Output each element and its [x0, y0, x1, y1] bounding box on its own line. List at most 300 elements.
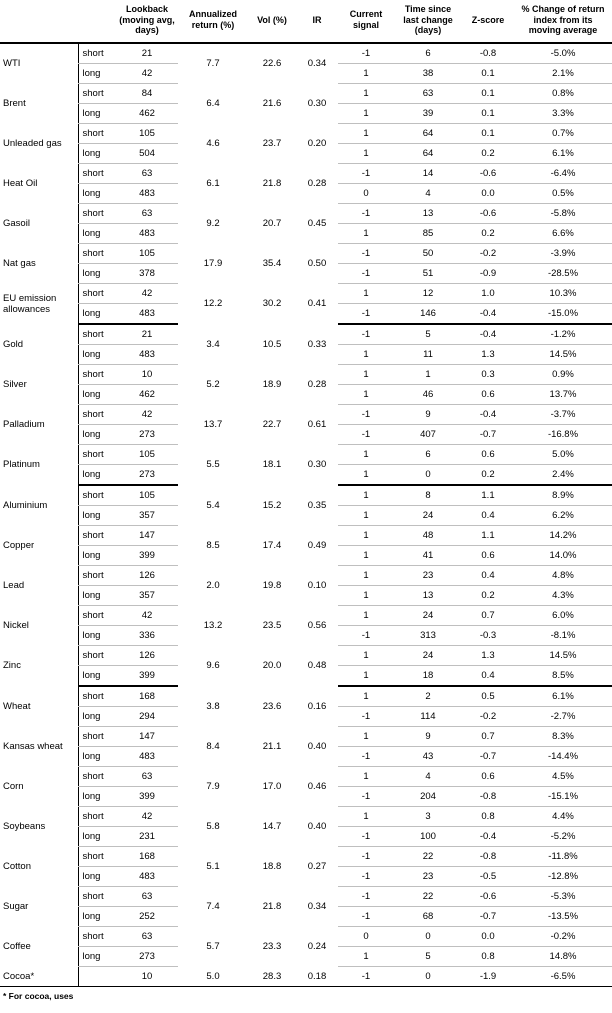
row-time-since-change: 22: [394, 846, 462, 866]
table-row: [0, 886, 612, 906]
row-current-signal: -1: [338, 203, 394, 223]
row-instrument-name: Soybeans: [3, 820, 46, 832]
row-time-since-change: 1: [394, 364, 462, 384]
row-vol: 18.9: [262, 378, 282, 390]
table-row: [0, 766, 612, 786]
row-vol: 23.6: [262, 700, 282, 712]
row-current-signal: 1: [338, 83, 394, 103]
row-z-score: 0.2: [462, 585, 514, 605]
row-term-label: long: [78, 384, 116, 404]
row-z-score: 1.0: [462, 283, 514, 303]
row-term-label: short: [78, 203, 116, 223]
row-current-signal: 1: [338, 726, 394, 746]
table-row: [0, 645, 612, 665]
table-row: [0, 283, 612, 303]
row-ir: 0.56: [307, 619, 327, 631]
row-vol: 21.8: [262, 177, 282, 189]
row-ir: 0.61: [307, 418, 327, 430]
row-ir: 0.20: [307, 137, 327, 149]
row-lookback: 336: [116, 625, 178, 645]
row-z-score: -0.6: [462, 886, 514, 906]
row-pct-change: -15.0%: [514, 303, 612, 324]
row-ir: 0.27: [307, 860, 327, 872]
row-pct-change: 8.9%: [514, 485, 612, 506]
row-term-label: long: [78, 866, 116, 886]
row-term-label: long: [78, 303, 116, 324]
header-ir: IR: [296, 0, 338, 43]
row-pct-change: -5.8%: [514, 203, 612, 223]
row-z-score: 1.1: [462, 485, 514, 506]
row-z-score: -0.8: [462, 786, 514, 806]
row-term-label: long: [78, 103, 116, 123]
row-current-signal: -1: [338, 786, 394, 806]
row-z-score: -0.7: [462, 906, 514, 926]
row-z-score: -0.6: [462, 163, 514, 183]
row-time-since-change: 43: [394, 746, 462, 766]
row-term-label: short: [78, 766, 116, 786]
row-annualized-return: 7.7: [206, 58, 220, 70]
row-term-label: short: [78, 846, 116, 866]
row-annualized-return: 5.1: [206, 860, 220, 872]
row-current-signal: 1: [338, 505, 394, 525]
row-term-label: short: [78, 605, 116, 625]
row-time-since-change: 8: [394, 485, 462, 506]
row-lookback: 147: [116, 726, 178, 746]
row-ir: 0.34: [307, 58, 327, 70]
row-ir: 0.10: [307, 579, 327, 591]
row-pct-change: 0.5%: [514, 183, 612, 203]
row-z-score: 0.8: [462, 806, 514, 826]
row-instrument-name: Cotton: [3, 860, 31, 872]
row-z-score: -0.8: [462, 846, 514, 866]
row-z-score: 0.2: [462, 223, 514, 243]
row-vol: 20.7: [262, 217, 282, 229]
row-ir: 0.41: [307, 298, 327, 310]
row-z-score: -0.8: [462, 43, 514, 64]
row-term-label: long: [78, 746, 116, 766]
row-time-since-change: 50: [394, 243, 462, 263]
row-z-score: 0.2: [462, 464, 514, 485]
row-z-score: 0.6: [462, 545, 514, 565]
row-z-score: -0.7: [462, 746, 514, 766]
row-z-score: 0.8: [462, 946, 514, 966]
row-lookback: 273: [116, 424, 178, 444]
row-z-score: 1.1: [462, 525, 514, 545]
row-pct-change: -12.8%: [514, 866, 612, 886]
table-row: [0, 243, 612, 263]
row-vol: 21.8: [262, 900, 282, 912]
row-instrument-name: Nat gas: [3, 257, 36, 269]
row-term-label: short: [78, 43, 116, 64]
row-time-since-change: 407: [394, 424, 462, 444]
row-current-signal: 1: [338, 283, 394, 303]
row-time-since-change: 2: [394, 686, 462, 707]
row-z-score: 0.1: [462, 63, 514, 83]
row-time-since-change: 24: [394, 645, 462, 665]
row-vol: 19.8: [262, 579, 282, 591]
row-ir: 0.16: [307, 700, 327, 712]
row-instrument-name: Copper: [3, 539, 35, 551]
table-row: [0, 966, 612, 986]
row-instrument-name: Aluminium: [3, 499, 48, 511]
row-lookback: 483: [116, 866, 178, 886]
row-pct-change: -5.0%: [514, 43, 612, 64]
row-term-label: short: [78, 686, 116, 707]
row-vol: 22.7: [262, 418, 282, 430]
row-term-label: long: [78, 263, 116, 283]
row-time-since-change: 114: [394, 706, 462, 726]
row-vol: 23.3: [262, 940, 282, 952]
row-current-signal: -1: [338, 404, 394, 424]
row-lookback: 63: [116, 163, 178, 183]
row-instrument-name: Cocoa*: [0, 966, 78, 986]
row-term-label: long: [78, 143, 116, 163]
row-instrument-name: Kansas wheat: [3, 740, 63, 752]
row-z-score: 0.0: [462, 926, 514, 946]
table-row: [0, 686, 612, 707]
row-z-score: 0.6: [462, 444, 514, 464]
row-lookback: 483: [116, 746, 178, 766]
row-lookback: 105: [116, 123, 178, 143]
row-time-since-change: 23: [394, 565, 462, 585]
row-pct-change: 6.6%: [514, 223, 612, 243]
row-time-since-change: 48: [394, 525, 462, 545]
row-pct-change: 4.8%: [514, 565, 612, 585]
row-time-since-change: 18: [394, 665, 462, 686]
row-term-label: short: [78, 485, 116, 506]
row-instrument-name: Unleaded gas: [3, 137, 62, 149]
row-pct-change: 14.2%: [514, 525, 612, 545]
row-ir: 0.49: [307, 539, 327, 551]
row-pct-change: 0.8%: [514, 83, 612, 103]
row-current-signal: 1: [338, 143, 394, 163]
row-annualized-return: 2.0: [206, 579, 220, 591]
row-vol: 23.7: [262, 137, 282, 149]
row-pct-change: 4.4%: [514, 806, 612, 826]
table-row: [0, 364, 612, 384]
row-pct-change: -13.5%: [514, 906, 612, 926]
row-current-signal: 1: [338, 364, 394, 384]
row-lookback: 483: [116, 223, 178, 243]
row-current-signal: 1: [338, 645, 394, 665]
row-lookback: 126: [116, 645, 178, 665]
row-z-score: 1.3: [462, 344, 514, 364]
row-lookback: 105: [116, 485, 178, 506]
row-time-since-change: 68: [394, 906, 462, 926]
row-pct-change: 14.5%: [514, 344, 612, 364]
row-vol: 17.0: [262, 780, 282, 792]
row-pct-change: 2.1%: [514, 63, 612, 83]
table-row: [0, 846, 612, 866]
header-pct-change: % Change of return index from its moving average: [514, 0, 612, 43]
row-annualized-return: 5.4: [206, 499, 220, 511]
row-annualized-return: 4.6: [206, 137, 220, 149]
row-lookback: 63: [116, 766, 178, 786]
row-lookback: 63: [116, 926, 178, 946]
row-current-signal: 0: [338, 183, 394, 203]
row-current-signal: -1: [338, 43, 394, 64]
row-time-since-change: 39: [394, 103, 462, 123]
row-pct-change: -2.7%: [514, 706, 612, 726]
row-lookback: 504: [116, 143, 178, 163]
row-pct-change: 8.3%: [514, 726, 612, 746]
row-term-label: long: [78, 545, 116, 565]
row-current-signal: -1: [338, 263, 394, 283]
row-instrument-name: Gasoil: [3, 217, 30, 229]
row-ir: 0.40: [307, 740, 327, 752]
row-lookback: 84: [116, 83, 178, 103]
header-time-since-last-change: Time since last change (days): [394, 0, 462, 43]
row-annualized-return: 3.8: [206, 700, 220, 712]
row-term-label: long: [78, 786, 116, 806]
row-z-score: 0.1: [462, 123, 514, 143]
row-time-since-change: 63: [394, 83, 462, 103]
row-time-since-change: 0: [394, 464, 462, 485]
row-term-label: long: [78, 665, 116, 686]
row-time-since-change: 24: [394, 505, 462, 525]
row-z-score: -0.3: [462, 625, 514, 645]
row-pct-change: -6.4%: [514, 163, 612, 183]
row-time-since-change: 6: [394, 43, 462, 64]
row-term-label: long: [78, 223, 116, 243]
row-time-since-change: 9: [394, 726, 462, 746]
row-term-label: long: [78, 625, 116, 645]
row-time-since-change: 313: [394, 625, 462, 645]
row-annualized-return: 5.2: [206, 378, 220, 390]
row-ir: 0.30: [307, 97, 327, 109]
row-current-signal: -1: [338, 826, 394, 846]
footnote: * For cocoa, uses: [3, 990, 74, 1001]
row-term-label: long: [78, 344, 116, 364]
row-ir: 0.46: [307, 780, 327, 792]
row-term-label: [78, 966, 116, 986]
row-current-signal: -1: [338, 324, 394, 345]
row-lookback: 483: [116, 344, 178, 364]
row-current-signal: 1: [338, 444, 394, 464]
row-z-score: 0.1: [462, 83, 514, 103]
row-lookback: 483: [116, 183, 178, 203]
row-annualized-return: 6.1: [206, 177, 220, 189]
row-pct-change: 10.3%: [514, 283, 612, 303]
row-vol: 21.6: [262, 97, 282, 109]
row-lookback: 168: [116, 846, 178, 866]
row-vol: 18.8: [262, 860, 282, 872]
table-row: [0, 444, 612, 464]
row-z-score: -0.2: [462, 706, 514, 726]
row-annualized-return: 13.2: [203, 619, 223, 631]
row-pct-change: -8.1%: [514, 625, 612, 645]
row-pct-change: 13.7%: [514, 384, 612, 404]
row-current-signal: -1: [338, 706, 394, 726]
row-lookback: 126: [116, 565, 178, 585]
row-vol: 10.5: [262, 338, 282, 350]
row-time-since-change: 23: [394, 866, 462, 886]
header-z-score: Z-score: [462, 0, 514, 43]
row-pct-change: 4.5%: [514, 766, 612, 786]
row-term-label: long: [78, 946, 116, 966]
row-current-signal: 1: [338, 123, 394, 143]
row-z-score: -0.6: [462, 203, 514, 223]
row-ir: 0.45: [307, 217, 327, 229]
table-row: [0, 203, 612, 223]
row-time-since-change: 0: [394, 926, 462, 946]
row-z-score: 0.2: [462, 143, 514, 163]
row-current-signal: -1: [338, 625, 394, 645]
row-vol: 30.2: [262, 298, 282, 310]
row-lookback: 399: [116, 786, 178, 806]
row-time-since-change: 14: [394, 163, 462, 183]
row-ir: 0.48: [307, 660, 327, 672]
row-annualized-return: 7.4: [206, 900, 220, 912]
row-ir: 0.40: [307, 820, 327, 832]
row-annualized-return: 12.2: [203, 298, 223, 310]
row-pct-change: -11.8%: [514, 846, 612, 866]
table-row: [0, 926, 612, 946]
row-pct-change: 3.3%: [514, 103, 612, 123]
row-current-signal: -1: [338, 746, 394, 766]
row-instrument-name: Gold: [3, 338, 24, 350]
row-time-since-change: 13: [394, 585, 462, 605]
table-row: [0, 605, 612, 625]
row-z-score: -1.9: [462, 966, 514, 986]
row-time-since-change: 38: [394, 63, 462, 83]
row-lookback: 10: [116, 966, 178, 986]
row-current-signal: 1: [338, 344, 394, 364]
table-header: [0, 0, 612, 43]
row-instrument-name: Palladium: [3, 418, 45, 430]
row-pct-change: 0.9%: [514, 364, 612, 384]
row-z-score: -0.4: [462, 324, 514, 345]
row-vol: 35.4: [262, 257, 282, 269]
row-z-score: 0.7: [462, 605, 514, 625]
row-pct-change: 14.5%: [514, 645, 612, 665]
row-instrument-name: Nickel: [3, 619, 29, 631]
row-z-score: 0.4: [462, 665, 514, 686]
row-pct-change: 6.2%: [514, 505, 612, 525]
row-current-signal: -1: [338, 424, 394, 444]
row-current-signal: -1: [338, 906, 394, 926]
row-time-since-change: 5: [394, 946, 462, 966]
row-term-label: short: [78, 726, 116, 746]
row-annualized-return: 3.4: [206, 338, 220, 350]
row-term-label: short: [78, 645, 116, 665]
row-time-since-change: 24: [394, 605, 462, 625]
row-term-label: short: [78, 324, 116, 345]
row-z-score: 0.4: [462, 505, 514, 525]
row-current-signal: 1: [338, 605, 394, 625]
row-current-signal: 1: [338, 665, 394, 686]
row-pct-change: -6.5%: [514, 966, 612, 986]
row-term-label: short: [78, 404, 116, 424]
row-instrument-name: Platinum: [3, 459, 40, 471]
row-instrument-name: Corn: [3, 780, 24, 792]
row-z-score: -0.7: [462, 424, 514, 444]
row-current-signal: 1: [338, 63, 394, 83]
row-z-score: 0.3: [462, 364, 514, 384]
row-vol: 22.6: [262, 58, 282, 70]
table-row: [0, 43, 612, 64]
row-current-signal: -1: [338, 966, 394, 986]
row-current-signal: 1: [338, 464, 394, 485]
header-vol: Vol (%): [248, 0, 296, 43]
row-current-signal: -1: [338, 886, 394, 906]
row-z-score: 0.0: [462, 183, 514, 203]
row-lookback: 378: [116, 263, 178, 283]
row-lookback: 357: [116, 505, 178, 525]
row-term-label: long: [78, 706, 116, 726]
row-z-score: 0.6: [462, 384, 514, 404]
row-annualized-return: 5.5: [206, 459, 220, 471]
row-lookback: 252: [116, 906, 178, 926]
row-pct-change: 0.7%: [514, 123, 612, 143]
row-vol: 21.1: [262, 740, 282, 752]
header-current-signal: Current signal: [338, 0, 394, 43]
row-lookback: 42: [116, 605, 178, 625]
row-pct-change: 14.0%: [514, 545, 612, 565]
row-lookback: 462: [116, 103, 178, 123]
table-row: [0, 404, 612, 424]
row-z-score: -0.2: [462, 243, 514, 263]
row-pct-change: 2.4%: [514, 464, 612, 485]
row-annualized-return: 6.4: [206, 97, 220, 109]
row-time-since-change: 0: [394, 966, 462, 986]
row-annualized-return: 5.0: [178, 966, 248, 986]
row-lookback: 357: [116, 585, 178, 605]
row-current-signal: 1: [338, 525, 394, 545]
row-ir: 0.50: [307, 257, 327, 269]
row-time-since-change: 4: [394, 183, 462, 203]
row-lookback: 399: [116, 665, 178, 686]
row-vol: 23.5: [262, 619, 282, 631]
row-time-since-change: 51: [394, 263, 462, 283]
row-z-score: -0.4: [462, 404, 514, 424]
row-lookback: 168: [116, 686, 178, 707]
row-z-score: -0.4: [462, 303, 514, 324]
row-pct-change: -5.2%: [514, 826, 612, 846]
header-annualized-return: Annualized return (%): [178, 0, 248, 43]
row-pct-change: 8.5%: [514, 665, 612, 686]
row-current-signal: 0: [338, 926, 394, 946]
row-z-score: -0.9: [462, 263, 514, 283]
table-body: [0, 43, 612, 987]
row-lookback: 294: [116, 706, 178, 726]
row-term-label: short: [78, 83, 116, 103]
row-pct-change: -15.1%: [514, 786, 612, 806]
row-annualized-return: 5.7: [206, 940, 220, 952]
row-vol: 15.2: [262, 499, 282, 511]
row-current-signal: 1: [338, 766, 394, 786]
row-time-since-change: 5: [394, 324, 462, 345]
row-term-label: long: [78, 906, 116, 926]
row-annualized-return: 17.9: [203, 257, 223, 269]
row-current-signal: 1: [338, 103, 394, 123]
row-time-since-change: 64: [394, 123, 462, 143]
row-ir: 0.24: [307, 940, 327, 952]
row-vol: 14.7: [262, 820, 282, 832]
row-ir: 0.35: [307, 499, 327, 511]
row-pct-change: 6.1%: [514, 686, 612, 707]
table-row: [0, 565, 612, 585]
row-time-since-change: 12: [394, 283, 462, 303]
row-lookback: 10: [116, 364, 178, 384]
row-z-score: 0.6: [462, 766, 514, 786]
row-time-since-change: 4: [394, 766, 462, 786]
row-current-signal: -1: [338, 243, 394, 263]
row-pct-change: -0.2%: [514, 926, 612, 946]
row-time-since-change: 6: [394, 444, 462, 464]
row-annualized-return: 9.6: [206, 660, 220, 672]
row-time-since-change: 85: [394, 223, 462, 243]
